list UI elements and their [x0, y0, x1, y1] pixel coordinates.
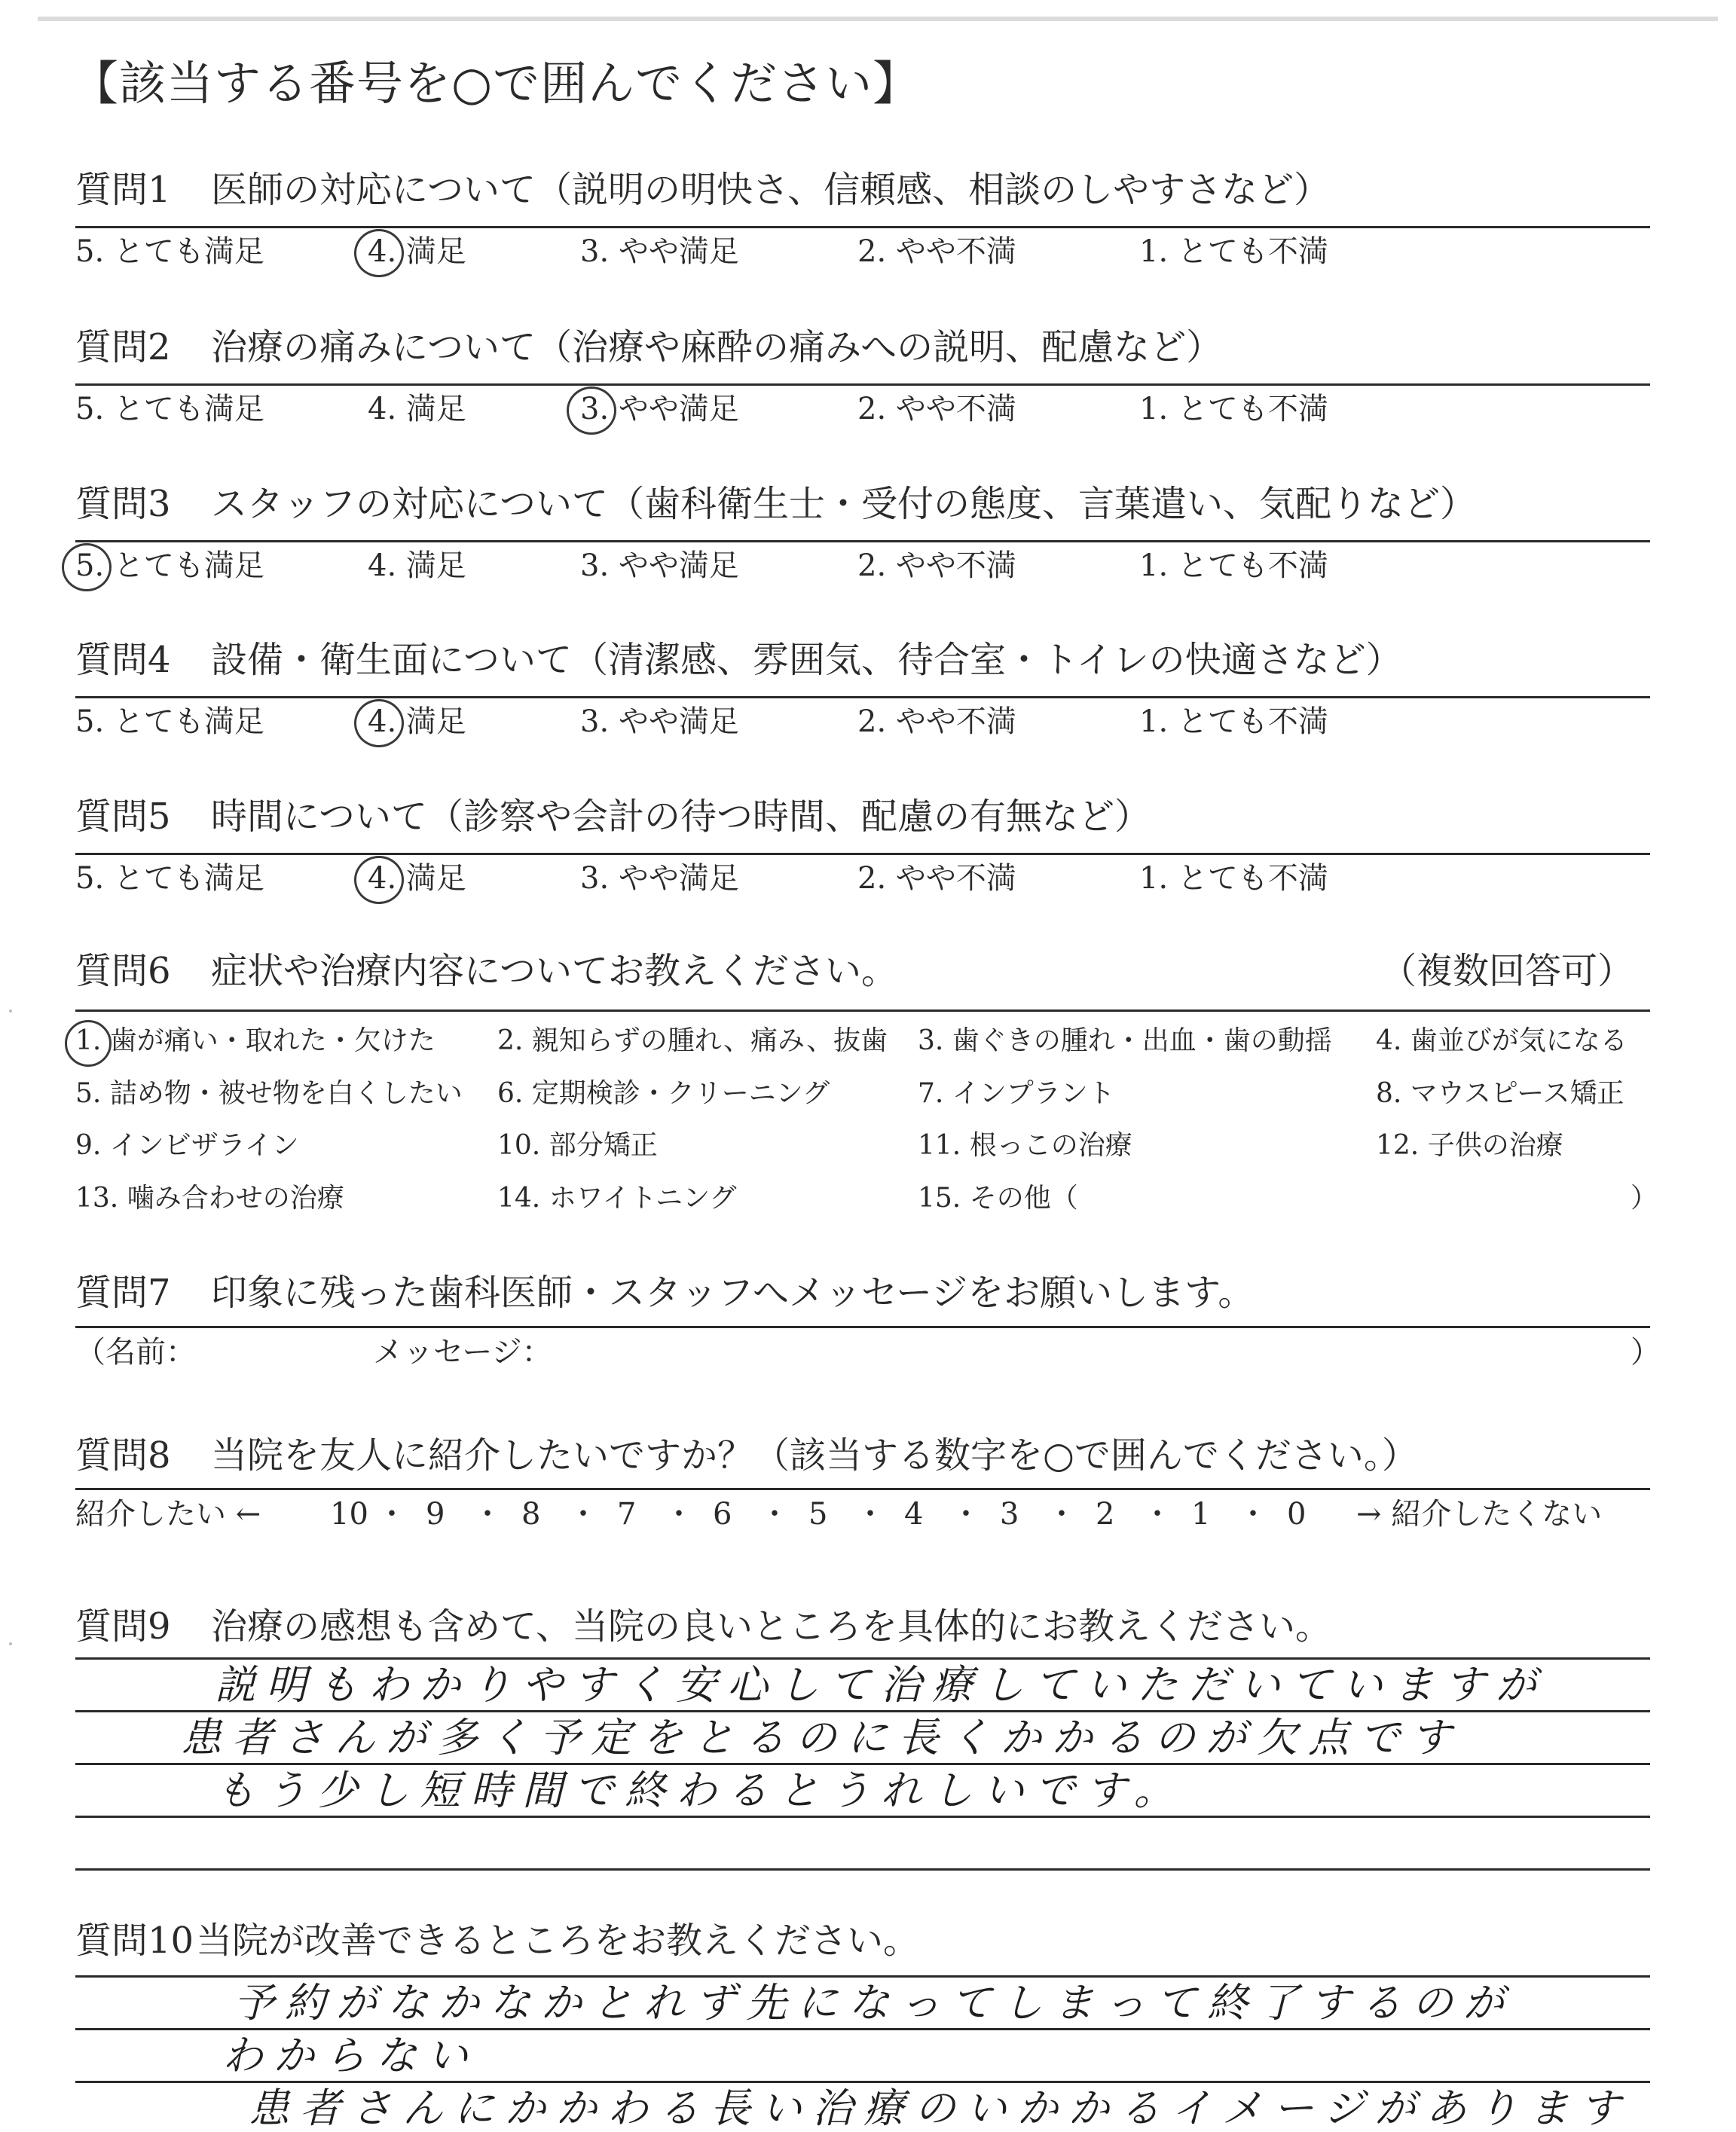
q2-option-3[interactable]: 3. やや満足: [580, 392, 739, 426]
scan-top-edge: [38, 17, 1718, 21]
q1-selected-circle: [354, 229, 404, 277]
q5-option-4[interactable]: 4. 満足: [368, 861, 466, 896]
q10-answer-line: [75, 2028, 1650, 2030]
q8-scale-separator: ・: [760, 1497, 790, 1532]
q8-scale-value[interactable]: 8: [521, 1497, 541, 1532]
q1-option-1[interactable]: 1. とても不満: [1139, 234, 1328, 269]
q6-option-3[interactable]: 3. 歯ぐきの腫れ・出血・歯の動揺: [918, 1025, 1332, 1056]
q9-handwritten-line-2: 患者さんが多く予定をとるのに長くかかるのが欠点です: [181, 1714, 1462, 1761]
q6-title: [75, 950, 898, 992]
q4-rule: [75, 696, 1650, 698]
q3-option-3[interactable]: 3. やや満足: [580, 548, 739, 583]
q8-number: 質問8: [75, 1434, 171, 1477]
q9-text: 治療の感想も含めて、当院の良いところを具体的にお教えください。: [211, 1605, 1332, 1648]
q9-handwritten-line-3: もう少し短時間で終わるとうれしいです。: [215, 1767, 1185, 1814]
q4-option-4[interactable]: 4. 満足: [368, 704, 466, 739]
q3-number: 質問3: [75, 483, 171, 525]
q6-number: 質問6: [75, 950, 171, 992]
q4-option-1[interactable]: 1. とても不満: [1139, 704, 1328, 739]
q7-message-label: メッセージ：: [373, 1335, 552, 1370]
q1-title: [75, 169, 1331, 211]
q2-number: 質問2: [75, 326, 171, 368]
q3-rule: [75, 540, 1650, 542]
q9-answer-line: [75, 1710, 1650, 1712]
q6-option-7[interactable]: 7. インプラント: [918, 1078, 1115, 1109]
q8-scale-separator: ・: [1142, 1497, 1172, 1532]
q4-number: 質問4: [75, 639, 171, 681]
q8-right-label: → 紹介したくない: [1356, 1497, 1603, 1532]
q8-scale-value[interactable]: 2: [1096, 1497, 1115, 1532]
q8-left-label: 紹介したい ←: [75, 1497, 261, 1532]
scan-speck: [9, 1642, 12, 1645]
q6-rule: [75, 1009, 1650, 1012]
q5-option-5[interactable]: 5. とても満足: [75, 861, 264, 896]
q10-number: 質問10: [75, 1920, 194, 1962]
q7-rule: [75, 1326, 1650, 1328]
q7-title: [75, 1272, 1255, 1314]
q5-text: 時間について（診察や会計の待つ時間、配慮の有無など）: [211, 796, 1151, 838]
q3-selected-circle: [62, 543, 112, 591]
q9-answer-line: [75, 1816, 1650, 1818]
q8-scale-separator: ・: [377, 1497, 407, 1532]
q8-scale-value[interactable]: 0: [1287, 1497, 1307, 1532]
q10-rule: [75, 1975, 1650, 1978]
q3-option-5[interactable]: 5. とても満足: [75, 548, 264, 583]
q3-text: スタッフの対応について（歯科衛生士・受付の態度、言葉遣い、気配りなど）: [211, 483, 1477, 525]
q8-scale-separator: ・: [664, 1497, 694, 1532]
q2-option-2[interactable]: 2. やや不満: [857, 392, 1016, 426]
q5-option-2[interactable]: 2. やや不満: [857, 861, 1016, 896]
q1-option-5[interactable]: 5. とても満足: [75, 234, 264, 269]
q6-option-14[interactable]: 14. ホワイトニング: [497, 1183, 737, 1214]
q4-option-3[interactable]: 3. やや満足: [580, 704, 739, 739]
q8-scale-value[interactable]: 9: [426, 1497, 445, 1532]
q8-scale-separator: ・: [855, 1497, 885, 1532]
q2-title: [75, 326, 1223, 368]
q8-scale-separator: ・: [1047, 1497, 1077, 1532]
q8-scale-value[interactable]: 4: [904, 1497, 924, 1532]
q6-option-4[interactable]: 4. 歯並びが気になる: [1376, 1025, 1628, 1056]
q8-scale-separator: ・: [1238, 1497, 1268, 1532]
q4-selected-circle: [354, 699, 404, 747]
q7-name-label: （名前：: [75, 1335, 196, 1370]
q8-scale-value[interactable]: 3: [1000, 1497, 1019, 1532]
q8-scale-separator: ・: [472, 1497, 503, 1532]
q1-option-3[interactable]: 3. やや満足: [580, 234, 739, 269]
q4-text: 設備・衛生面について（清潔感、雰囲気、待合室・トイレの快適さなど）: [211, 639, 1402, 681]
q6-option-13[interactable]: 13. 噛み合わせの治療: [75, 1183, 344, 1214]
scan-speck: [9, 1009, 12, 1013]
q7-text: 印象に残った歯科医師・スタッフへメッセージをお願いします。: [211, 1272, 1255, 1314]
q2-option-1[interactable]: 1. とても不満: [1139, 392, 1328, 426]
q6-option-9[interactable]: 9. インビザライン: [75, 1130, 299, 1161]
q4-option-2[interactable]: 2. やや不満: [857, 704, 1016, 739]
q8-scale-value[interactable]: 7: [617, 1497, 637, 1532]
q9-answer-line: [75, 1763, 1650, 1765]
q6-option-6[interactable]: 6. 定期検診・クリーニング: [497, 1078, 830, 1109]
q1-number: 質問1: [75, 169, 171, 211]
q10-title: [75, 1920, 920, 1962]
q8-scale-value[interactable]: 10: [330, 1497, 368, 1532]
q8-scale-separator: ・: [951, 1497, 981, 1532]
q9-answer-line: [75, 1868, 1650, 1871]
q8-scale-value[interactable]: 5: [808, 1497, 828, 1532]
q9-title: [75, 1605, 1332, 1648]
form-heading: 【該当する番号を○で囲んでください】: [72, 56, 921, 111]
q6-note: （複数回答可）: [1380, 950, 1634, 992]
q9-handwritten-line-1: 説明もわかりやすく安心して治療していただいていますが: [215, 1661, 1547, 1709]
q10-answer-line: [75, 2081, 1650, 2083]
q7-close-paren: ）: [1631, 1335, 1661, 1370]
q10-handwritten-line-2: わからない: [222, 2032, 478, 2079]
q6-option-1[interactable]: 1. 歯が痛い・取れた・欠けた: [75, 1025, 436, 1056]
q10-handwritten-line-3: 患者さんにかかわる長い治療のいかかるイメージがあります: [249, 2085, 1631, 2132]
q8-scale-value[interactable]: 6: [713, 1497, 732, 1532]
q1-text: 医師の対応について（説明の明快さ、信頼感、相談のしやすさなど）: [211, 169, 1331, 211]
q5-title: [75, 796, 1151, 838]
q5-option-1[interactable]: 1. とても不満: [1139, 861, 1328, 896]
q9-rule: [75, 1657, 1650, 1660]
q6-option-11[interactable]: 11. 根っこの治療: [918, 1130, 1132, 1161]
q6-selected-circle: [65, 1020, 112, 1067]
q6-option-10[interactable]: 10. 部分矯正: [497, 1130, 658, 1161]
q5-number: 質問5: [75, 796, 171, 838]
q5-option-3[interactable]: 3. やや満足: [580, 861, 739, 896]
q4-title: [75, 639, 1402, 681]
q2-selected-circle: [567, 386, 616, 435]
q3-option-2[interactable]: 2. やや不満: [857, 548, 1016, 583]
q10-text: 当院が改善できるところをお教えください。: [196, 1920, 920, 1962]
q2-rule: [75, 383, 1650, 386]
q7-number: 質問7: [75, 1272, 171, 1314]
q3-option-1[interactable]: 1. とても不満: [1139, 548, 1328, 583]
q2-option-4[interactable]: 4. 満足: [368, 392, 466, 426]
q5-selected-circle: [354, 856, 404, 904]
q3-title: [75, 483, 1477, 525]
q4-option-5[interactable]: 5. とても満足: [75, 704, 264, 739]
q6-close-paren: ）: [1631, 1183, 1658, 1214]
q10-handwritten-line-1: 予約がなかなかとれず先になってしまって終了するのが: [234, 1979, 1514, 2027]
q3-option-4[interactable]: 4. 満足: [368, 548, 466, 583]
q8-title: [75, 1434, 1418, 1477]
q8-scale-value[interactable]: 1: [1191, 1497, 1211, 1532]
q6-option-2[interactable]: 2. 親知らずの腫れ、痛み、抜歯: [497, 1025, 888, 1056]
q6-option-5[interactable]: 5. 詰め物・被せ物を白くしたい: [75, 1078, 463, 1109]
q6-option-8[interactable]: 8. マウスピース矯正: [1376, 1078, 1624, 1109]
q6-option-12[interactable]: 12. 子供の治療: [1376, 1130, 1563, 1161]
q9-number: 質問9: [75, 1605, 171, 1648]
q1-option-4[interactable]: 4. 満足: [368, 234, 466, 269]
q1-rule: [75, 226, 1650, 228]
q8-scale-separator: ・: [568, 1497, 598, 1532]
q6-text: 症状や治療内容についてお教えください。: [211, 950, 898, 992]
q5-rule: [75, 853, 1650, 855]
q8-text: 当院を友人に紹介したいですか？（該当する数字を○で囲んでください。）: [211, 1434, 1418, 1477]
q2-text: 治療の痛みについて（治療や麻酔の痛みへの説明、配慮など）: [211, 326, 1223, 368]
q8-rule: [75, 1488, 1650, 1490]
q1-option-2[interactable]: 2. やや不満: [857, 234, 1016, 269]
q2-option-5[interactable]: 5. とても満足: [75, 392, 264, 426]
q6-option-15[interactable]: 15. その他（: [918, 1183, 1078, 1214]
